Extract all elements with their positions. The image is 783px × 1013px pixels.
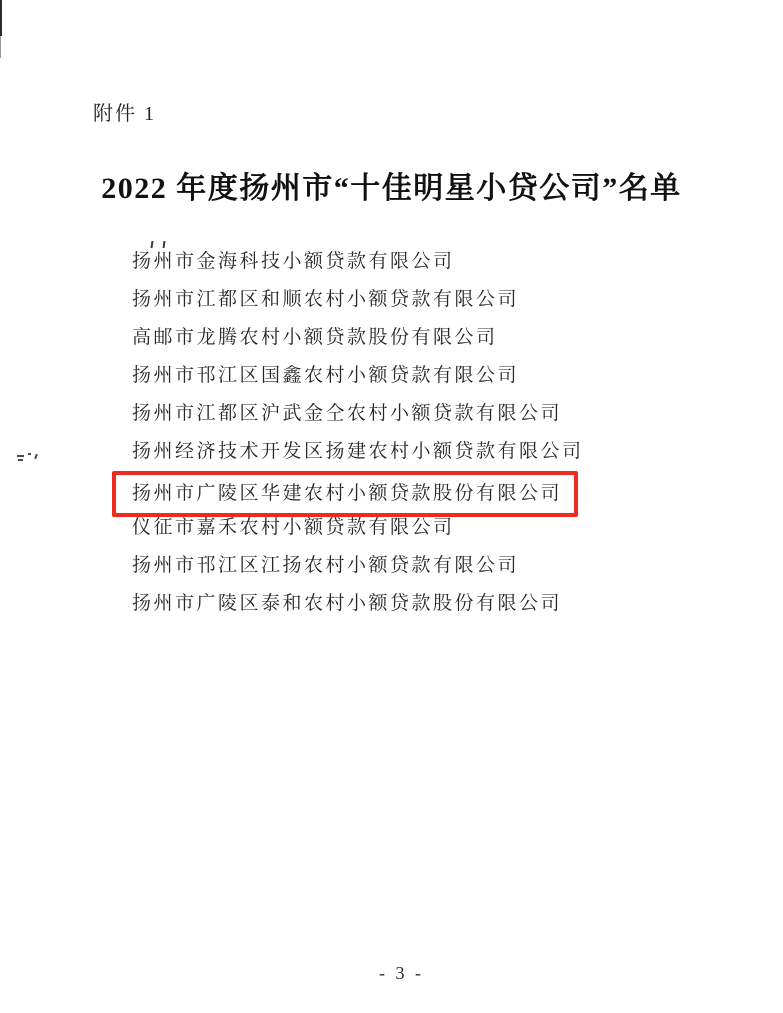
company-name: 仪征市嘉禾农村小额贷款有限公司 [132, 517, 455, 538]
scan-edge-artifact-fade [0, 36, 1, 58]
list-item [132, 547, 752, 585]
company-name: 扬州市江都区沪武金仝农村小额贷款有限公司 [132, 403, 563, 424]
company-list [132, 243, 752, 623]
company-name: 扬州市金海科技小额贷款有限公司 [132, 251, 455, 272]
company-name: 高邮市龙腾农村小额贷款股份有限公司 [132, 327, 498, 348]
list-item [132, 357, 752, 395]
attachment-label: 附件 1 [93, 103, 156, 125]
company-name: 扬州市邗江区江扬农村小额贷款有限公司 [132, 555, 520, 576]
list-item [132, 243, 752, 281]
list-item [132, 319, 752, 357]
page-number: - 3 - [379, 963, 424, 983]
company-name: 扬州经济技术开发区扬建农村小额贷款有限公司 [132, 441, 584, 462]
company-name: 扬州市广陵区泰和农村小额贷款股份有限公司 [132, 593, 563, 614]
list-item [132, 433, 752, 471]
list-item [132, 281, 752, 319]
list-item [132, 395, 752, 433]
list-item [132, 585, 752, 623]
company-name: 扬州市江都区和顺农村小额贷款有限公司 [132, 289, 520, 310]
company-name: 扬州市邗江区国鑫农村小额贷款有限公司 [132, 365, 520, 386]
list-item [132, 471, 752, 509]
scan-smudge-artifact [17, 453, 39, 462]
scan-edge-artifact [0, 0, 2, 36]
highlighted-company-box: 扬州市广陵区华建农村小额贷款股份有限公司 [112, 471, 578, 517]
page-title: 2022 年度扬州市“十佳明星小贷公司”名单 [101, 172, 682, 205]
